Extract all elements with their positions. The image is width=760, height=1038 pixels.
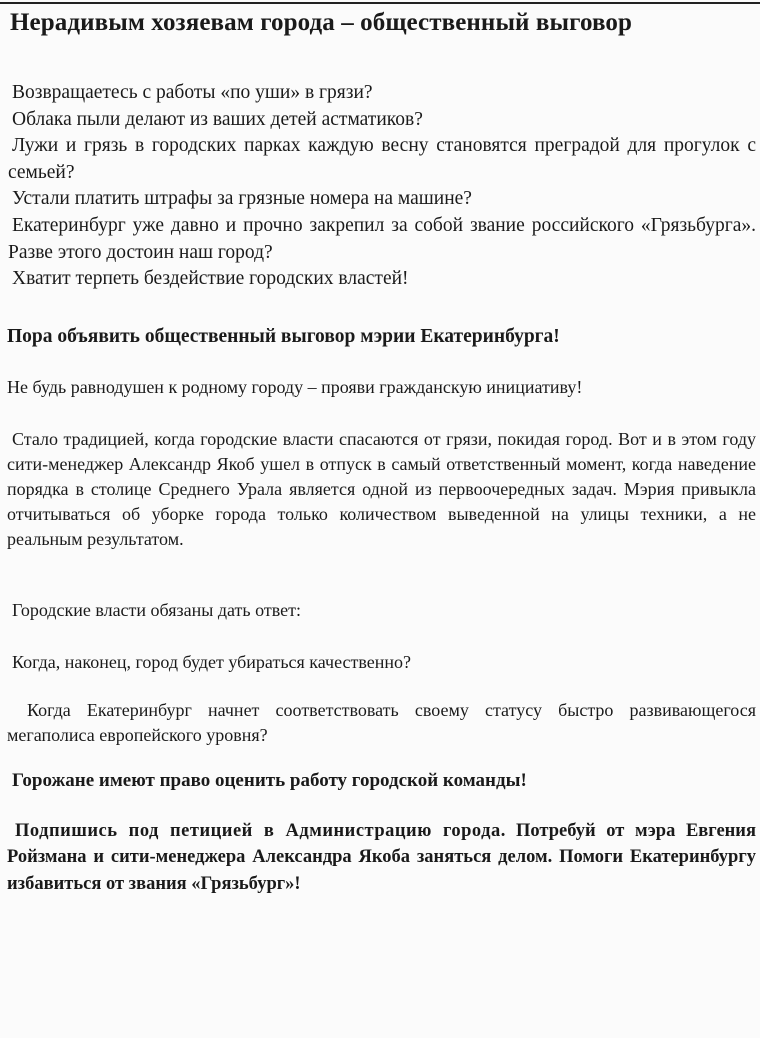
residents-right: Горожане имеют право оценить работу городской команды!: [12, 770, 527, 791]
question-enough: Хватит терпеть бездействие городских властей!: [12, 268, 409, 290]
call-subtext: Не будь равнодушен к родному городу – прояви гражданскую инициативу!: [7, 377, 583, 397]
question-when-status: Когда Екатеринбург начнет соответствовать своему статусу быстро развивающегося мегаполиса европейского уровня?: [7, 700, 756, 745]
question-fines: Устали платить штрафы за грязные номера на машине?: [12, 188, 472, 210]
body-paragraph: Стало традицией, когда городские власти спасаются от грязи, покидая город. Вот и в этом году сити-менеджер Александр Якоб ушел в отпуск в самый ответственный момент, когда наведение порядка в столице Среднего Урала является одной из первоочередных задач. Мэрия привыкла отчитываться об уборке города только количеством выведенной на улицы техники, а не реальным результатом.: [7, 429, 756, 549]
authorities-intro: Городские власти обязаны дать ответ:: [12, 600, 301, 620]
question-when-clean: Когда, наконец, город будет убираться качественно?: [12, 652, 412, 672]
question-mud: Возвращаетесь с работы «по уши» в грязи?: [12, 82, 373, 103]
page-title: Нерадивым хозяевам города – общественный выговор: [10, 9, 632, 36]
call-heading: Пора объявить общественный выговор мэрии Екатеринбурга!: [7, 326, 560, 347]
question-reputation: Екатеринбург уже давно и прочно закрепил за собой звание российского «Грязьбурга». Разве этого достоин наш город?: [8, 215, 756, 263]
question-parks: Лужи и грязь в городских парках каждую весну становятся преградой для прогулок с семьей?: [8, 135, 756, 183]
question-dust: Облака пыли делают из ваших детей астматиков?: [12, 108, 423, 130]
petition-lead: Подпишись под петицией в Администрацию города: [15, 821, 501, 841]
petition-rest: . Потребуй от мэра Евгения Ройзмана и сити-менеджера Александра Якоба заняться делом. Помоги Екатеринбургу избавиться от звания «Грязьбург»!: [7, 821, 756, 894]
top-rule: [0, 2, 760, 4]
petition-paragraph: [7, 818, 756, 897]
